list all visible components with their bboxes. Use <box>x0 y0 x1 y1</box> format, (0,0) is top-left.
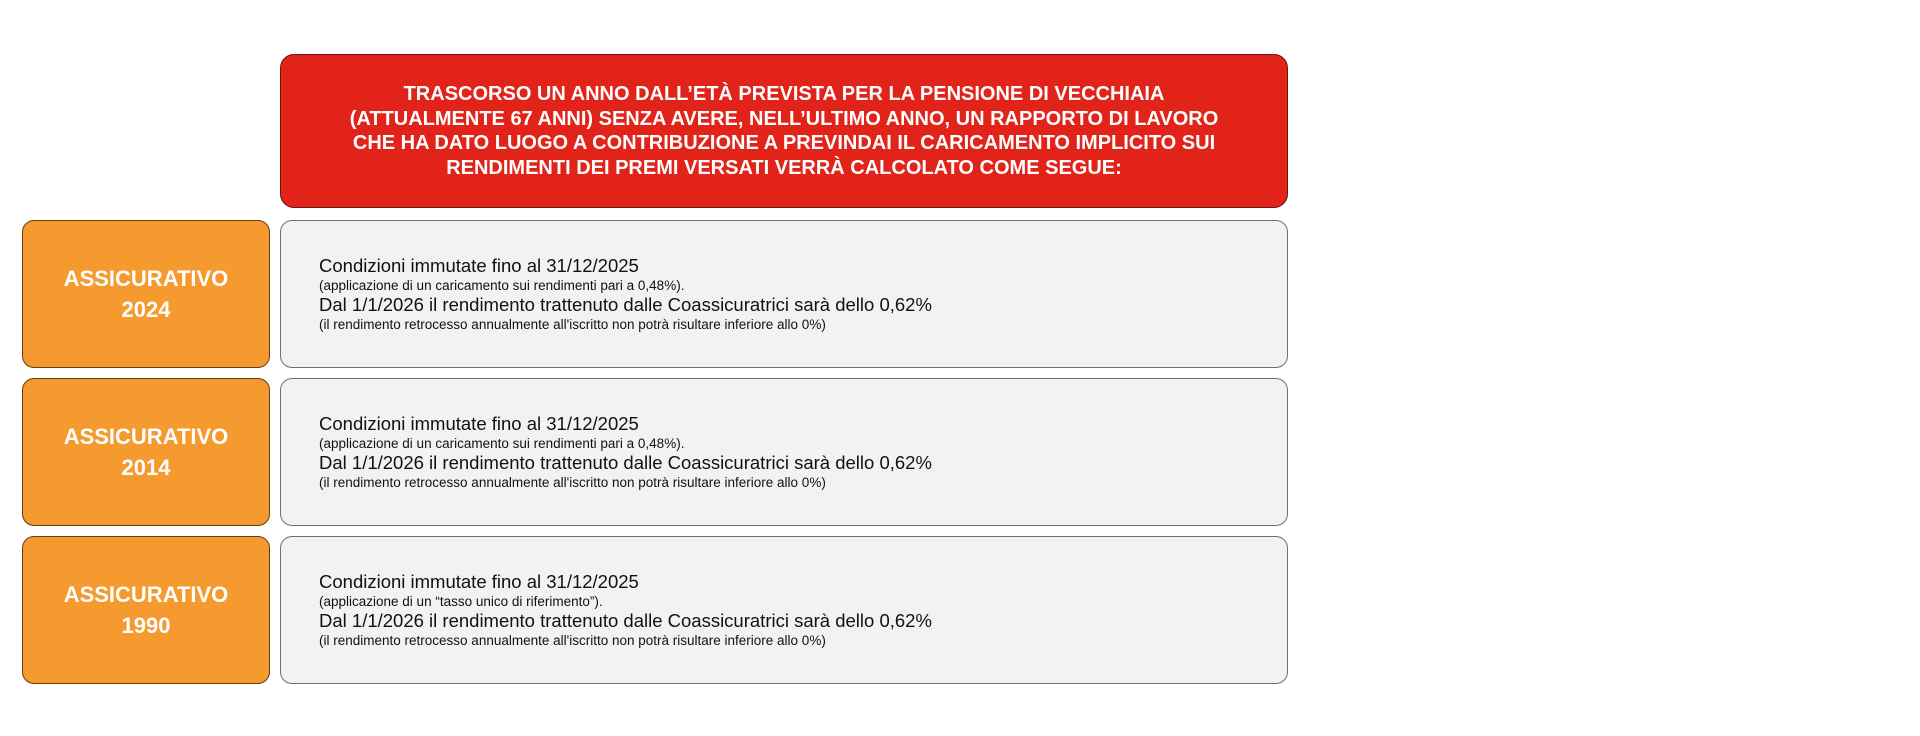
row-label-title: ASSICURATIVO <box>63 582 229 607</box>
row-label-title: ASSICURATIVO <box>63 266 229 291</box>
row-label-box <box>22 220 270 368</box>
row-note-conditions: (applicazione di un caricamento sui rendimenti pari a 0,48%). <box>319 436 685 451</box>
row-line-new-rate: Dal 1/1/2026 il rendimento trattenuto dalle Coassicuratrici sarà dello 0,62% <box>319 294 932 315</box>
row-note-new-rate: (il rendimento retrocesso annualmente all'iscritto non potrà risultare inferiore allo 0%) <box>319 475 826 490</box>
header-text: TRASCORSO UN ANNO DALL’ETÀ PREVISTA PER LA PENSIONE DI VECCHIAIA (ATTUALMENTE 67 ANNI) SENZA AVERE, NELL’ULTIMO ANNO, UN RAPPORTO DI LAVORO CHE HA DATO LUOGO A CONTRIBUZIONE A PREVINDAI IL CARICAMENTO IMPLICITO SUI RENDIMENTI DEI PREMI VERSATI VERRÀ CALCOLATO COME SEGUE: <box>349 83 1219 179</box>
header-banner <box>280 54 1288 208</box>
row-note-conditions: (applicazione di un “tasso unico di riferimento”). <box>319 594 603 609</box>
row-content-box <box>280 220 1288 368</box>
row-content-box <box>280 536 1288 684</box>
row-line-conditions: Condizioni immutate fino al 31/12/2025 <box>319 571 639 592</box>
row-note-new-rate: (il rendimento retrocesso annualmente all'iscritto non potrà risultare inferiore allo 0%) <box>319 633 826 648</box>
row-label-year: 1990 <box>121 613 171 638</box>
row-label-year: 2024 <box>121 297 171 322</box>
row-label-year: 2014 <box>121 455 171 480</box>
row-label-title: ASSICURATIVO <box>63 424 229 449</box>
row-line-conditions: Condizioni immutate fino al 31/12/2025 <box>319 255 639 276</box>
row-line-new-rate: Dal 1/1/2026 il rendimento trattenuto dalle Coassicuratrici sarà dello 0,62% <box>319 610 932 631</box>
row-line-conditions: Condizioni immutate fino al 31/12/2025 <box>319 413 639 434</box>
row-label-box <box>22 378 270 526</box>
row-label-box <box>22 536 270 684</box>
row-note-conditions: (applicazione di un caricamento sui rendimenti pari a 0,48%). <box>319 278 685 293</box>
row-note-new-rate: (il rendimento retrocesso annualmente all'iscritto non potrà risultare inferiore allo 0%) <box>319 317 826 332</box>
row-content-box <box>280 378 1288 526</box>
row-line-new-rate: Dal 1/1/2026 il rendimento trattenuto dalle Coassicuratrici sarà dello 0,62% <box>319 452 932 473</box>
